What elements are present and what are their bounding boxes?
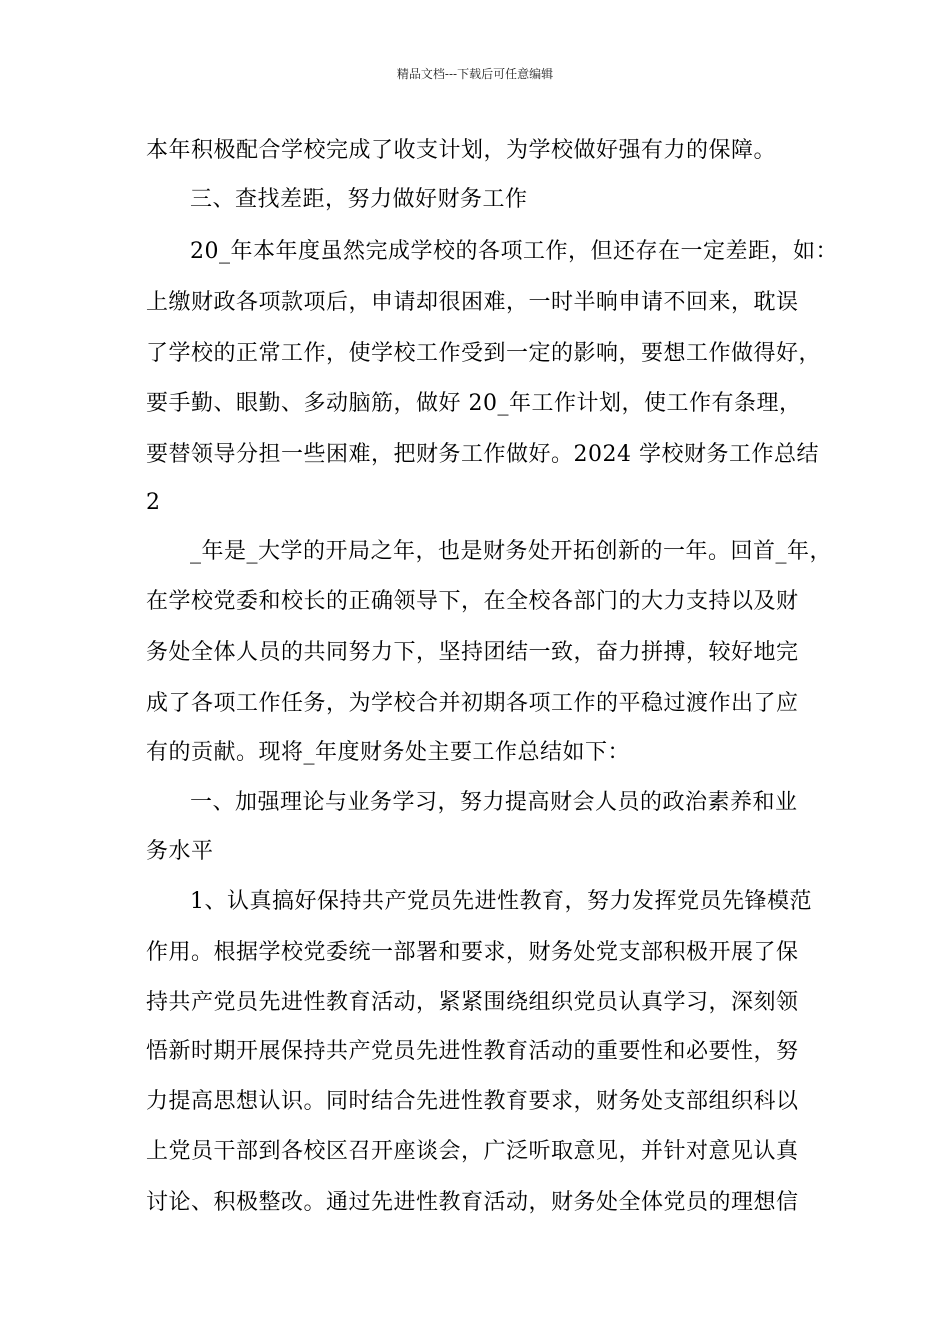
- body-line: 1、认真搞好保持共产党员先进性教育，努力发挥党员先锋模范: [190, 889, 812, 914]
- body-line: 上党员干部到各校区召开座谈会，广泛听取意见，并针对意见认真: [146, 1139, 799, 1164]
- body-line: 有的贡献。现将_年度财务处主要工作总结如下：: [146, 740, 631, 765]
- body-line: 了学校的正常工作，使学校工作受到一定的影响，要想工作做得好，: [146, 341, 822, 366]
- body-line: 力提高思想认识。同时结合先进性教育要求，财务处支部组织科以: [146, 1089, 799, 1114]
- body-line: 本年积极配合学校完成了收支计划，为学校做好强有力的保障。: [146, 138, 777, 163]
- body-line: 持共产党员先进性教育活动，紧紧围绕组织党员认真学习，深刻领: [146, 990, 799, 1015]
- section-heading: 一、加强理论与业务学习，努力提高财会人员的政治素养和业: [190, 790, 798, 815]
- body-line: 上缴财政各项款项后，申请却很困难，一时半晌申请不回来，耽误: [146, 290, 799, 315]
- body-line: 20_年本年度虽然完成学校的各项工作，但还存在一定差距，如：: [190, 239, 838, 264]
- section-heading: 三、查找差距，努力做好财务工作: [190, 187, 528, 212]
- body-line: 悟新时期开展保持共产党员先进性教育活动的重要性和必要性，努: [146, 1039, 799, 1064]
- body-line: 讨论、积极整改。通过先进性教育活动，财务处全体党员的理想信: [146, 1190, 799, 1215]
- page-header: 精品文档---下载后可任意编辑: [396, 67, 554, 81]
- body-line: _年是_大学的开局之年，也是财务处开拓创新的一年。回首_年，: [190, 539, 833, 564]
- body-line: 务处全体人员的共同努力下，坚持团结一致，奋力拼搏，较好地完: [146, 640, 799, 665]
- body-line: 要手勤、眼勤、多动脑筋，做好 20_年工作计划，使工作有条理，: [146, 391, 802, 416]
- body-line: 要替领导分担一些困难，把财务工作做好。2024 学校财务工作总结: [146, 442, 819, 467]
- body-line: 2: [146, 490, 161, 515]
- body-line: 成了各项工作任务，为学校合并初期各项工作的平稳过渡作出了应: [146, 691, 799, 716]
- body-line: 在学校党委和校长的正确领导下，在全校各部门的大力支持以及财: [146, 589, 799, 614]
- section-heading-continued: 务水平: [146, 839, 214, 864]
- body-line: 作用。根据学校党委统一部署和要求，财务处党支部积极开展了保: [146, 940, 799, 965]
